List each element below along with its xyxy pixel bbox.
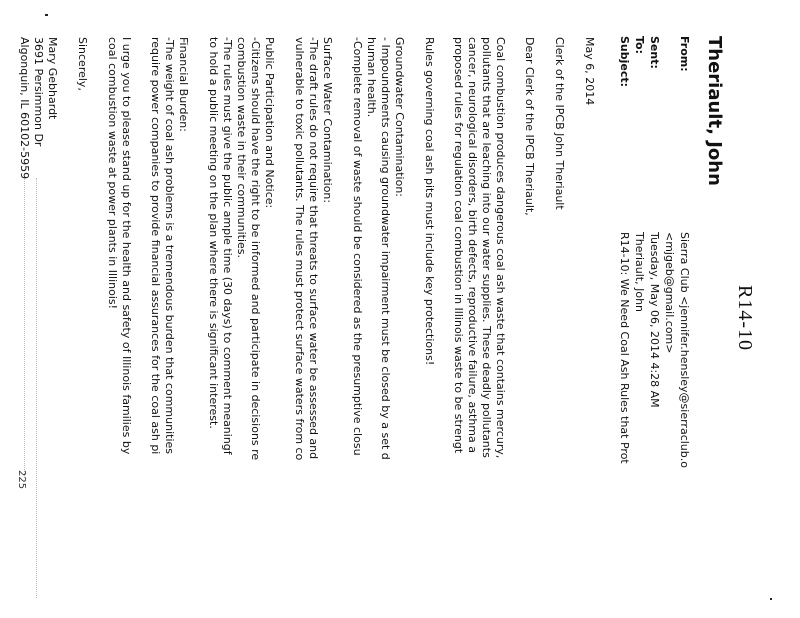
- scan-dotted-line: [36, 178, 37, 598]
- letter-date: May 6, 2014: [583, 37, 596, 106]
- key-protections-line: Rules governing coal ash pits must include key protections!: [423, 37, 436, 366]
- header-subject-label: Subject:: [618, 36, 631, 88]
- participation-line: combustion waste in their communities.: [235, 37, 248, 259]
- surface-water-line: -The draft rules do not require that threats to surface water be assessed and: [307, 37, 320, 460]
- header-from-label: From:: [678, 36, 691, 72]
- scan-speck: [770, 598, 772, 600]
- signoff: Sincerely,: [76, 37, 89, 91]
- surface-water-heading: Surface Water Contamination:: [321, 37, 334, 204]
- closing-request-line: coal combustion waste at power plants in Illinois!: [106, 37, 119, 310]
- salutation: Dear Clerk of the IPCB Theriault,: [523, 37, 536, 216]
- groundwater-heading: Groundwater Contamination:: [393, 37, 406, 197]
- groundwater-line: human health.: [365, 37, 378, 118]
- recipient-line: Clerk of the IPCB John Theriault: [553, 37, 566, 210]
- participation-heading: Public Participation and Notice:: [263, 37, 276, 209]
- intro-line: pollutants that are leaching into our water supplies. These deadly pollutants: [480, 37, 493, 458]
- financial-heading: Financial Burden:: [177, 37, 190, 132]
- header-sent-label: Sent:: [648, 36, 661, 69]
- sender-name: Theriault, John: [704, 36, 725, 186]
- header-to-value: Theriault, John: [633, 232, 646, 313]
- header-from-value: Sierra Club <jennifer.hensley@sierraclub.o: [678, 232, 691, 468]
- surface-water-line: vulnerable to toxic pollutants. The rules must protect surface waters from co: [293, 37, 306, 461]
- signature-street: 3691 Persimmon Dr: [32, 37, 45, 147]
- closing-request-line: I urge you to please stand up for the health and safety of Illinois families by: [120, 37, 133, 455]
- financial-line: require power companies to provide financial assurances for the coal ash pi: [149, 37, 162, 455]
- scan-speck: [45, 14, 48, 16]
- header-to-label: To:: [633, 36, 646, 54]
- page-number: 225: [16, 470, 27, 490]
- header-sent-value: Tuesday, May 06, 2014 4:28 AM: [648, 232, 661, 408]
- participation-line: to hold a public meeting on the plan where there is significant interest.: [207, 37, 220, 429]
- groundwater-line: -Complete removal of waste should be considered as the presumptive closu: [351, 37, 364, 456]
- groundwater-line: - Impoundments causing groundwater impairment must be closed by a set d: [379, 37, 392, 460]
- header-from-email: <mjgeb@gmail.com>: [663, 232, 676, 354]
- signature-name: Mary Gebhardt: [46, 37, 59, 120]
- document-id: R14-10: [734, 285, 756, 351]
- financial-line: -The weight of coal ash problems is a tremendous burden that communities: [163, 37, 176, 455]
- signature-city: Algonquin, IL 60102-5959: [18, 37, 31, 180]
- participation-line: -Citizens should have the right to be informed and participate in decisions re: [249, 37, 262, 461]
- intro-line: cancer, neurological disorders, birth defects, reproductive failure, asthma a: [466, 37, 479, 453]
- header-subject-value: R14-10: We Need Coal Ash Rules that Prot: [618, 232, 631, 464]
- scan-dotted-line: [24, 178, 25, 478]
- intro-line: proposed rules for regulation coal combustion in Illinois waste to be strengt: [452, 37, 465, 454]
- intro-line: Coal combustion produces dangerous coal ash waste that contains mercury,: [494, 37, 507, 459]
- participation-line: -The rules must give the public ample time (30 days) to comment meaningf: [221, 37, 234, 455]
